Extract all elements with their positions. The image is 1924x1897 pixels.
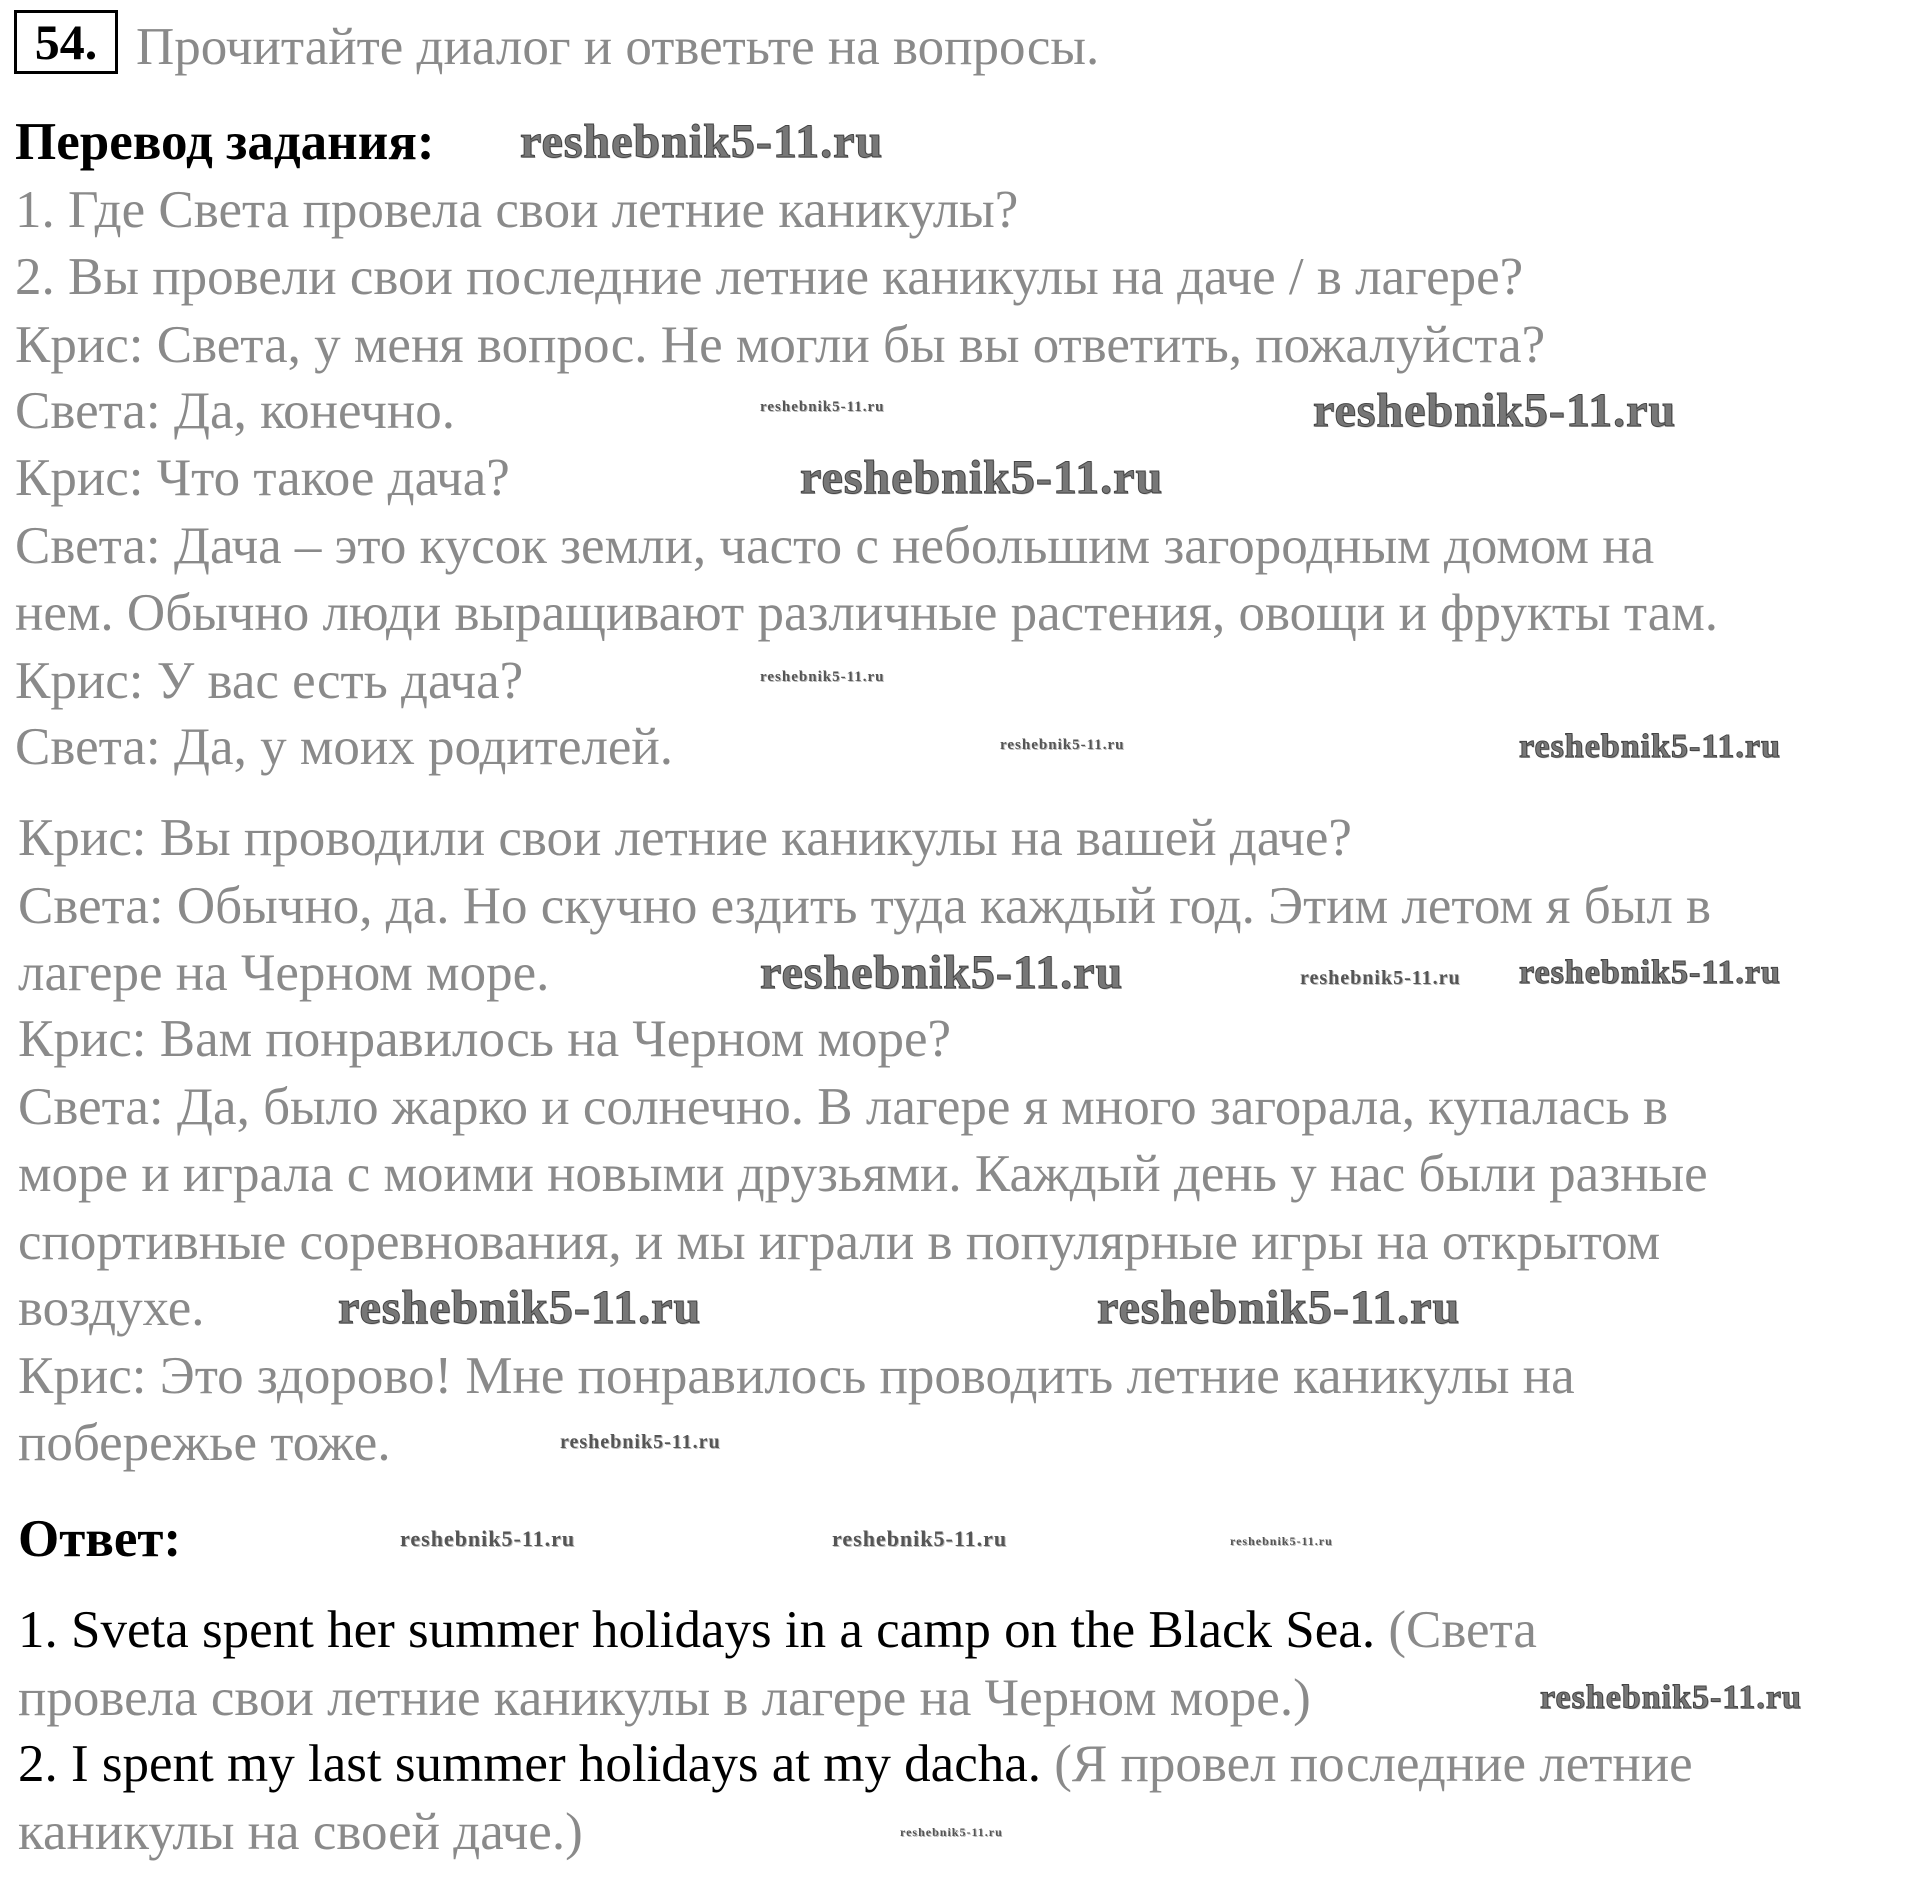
translation-line: 2. Вы провели свои последние летние каникулы на даче / в лагере? bbox=[15, 248, 1524, 306]
answer-2 bbox=[18, 1732, 1693, 1796]
watermark: reshebnik5-11.ru bbox=[1000, 737, 1125, 753]
watermark: reshebnik5-11.ru bbox=[1313, 384, 1677, 437]
translation-line: Света: Да, конечно. bbox=[15, 382, 455, 440]
watermark: reshebnik5-11.ru bbox=[800, 451, 1164, 504]
translation-line: Света: Да, было жарко и солнечно. В лагере я много загорала, купалась в bbox=[18, 1078, 1669, 1136]
exercise-instruction: Прочитайте диалог и ответьте на вопросы. bbox=[136, 18, 1100, 76]
answer-2-english: 2. I spent my last summer holidays at my dacha. bbox=[18, 1735, 1041, 1793]
translation-line: море и играла с моими новыми друзьями. Каждый день у нас были разные bbox=[18, 1145, 1708, 1203]
watermark: reshebnik5-11.ru bbox=[1519, 728, 1781, 765]
answer-2-russian: (Я провел последние летние bbox=[1041, 1735, 1693, 1793]
exercise-number: 54. bbox=[14, 10, 118, 74]
answer-1 bbox=[18, 1598, 1537, 1662]
translation-line: Крис: Света, у меня вопрос. Не могли бы вы ответить, пожалуйста? bbox=[15, 316, 1546, 374]
watermark: reshebnik5-11.ru bbox=[760, 399, 885, 415]
translation-line: Крис: Что такое дача? bbox=[15, 449, 510, 507]
answer-heading: Ответ: bbox=[18, 1510, 182, 1568]
translation-line: спортивные соревнования, и мы играли в популярные игры на открытом bbox=[18, 1213, 1661, 1271]
translation-line: Света: Обычно, да. Но скучно ездить туда каждый год. Этим летом я был в bbox=[18, 877, 1712, 935]
watermark: reshebnik5-11.ru bbox=[1540, 1679, 1802, 1716]
watermark: reshebnik5-11.ru bbox=[760, 946, 1124, 999]
answer-2-russian-cont: каникулы на своей даче.) bbox=[18, 1803, 583, 1861]
watermark: reshebnik5-11.ru bbox=[520, 115, 884, 168]
translation-line: 1. Где Света провела свои летние каникулы? bbox=[15, 181, 1019, 239]
watermark: reshebnik5-11.ru bbox=[1230, 1534, 1333, 1548]
watermark: reshebnik5-11.ru bbox=[400, 1526, 576, 1551]
translation-line: нем. Обычно люди выращивают различные растения, овощи и фрукты там. bbox=[15, 584, 1719, 642]
translation-line: побережье тоже. bbox=[18, 1414, 391, 1472]
answer-1-russian: (Света bbox=[1375, 1601, 1537, 1659]
answer-1-russian-cont: провела свои летние каникулы в лагере на Черном море.) bbox=[18, 1669, 1311, 1727]
translation-line: лагере на Черном море. bbox=[18, 944, 550, 1002]
translation-line: Крис: Это здорово! Мне понравилось проводить летние каникулы на bbox=[18, 1347, 1575, 1405]
watermark: reshebnik5-11.ru bbox=[560, 1431, 721, 1453]
translation-line: Света: Дача – это кусок земли, часто с небольшим загородным домом на bbox=[15, 517, 1655, 575]
translation-heading: Перевод задания: bbox=[15, 113, 435, 171]
watermark: reshebnik5-11.ru bbox=[760, 669, 885, 685]
answer-1-english: 1. Sveta spent her summer holidays in a camp on the Black Sea. bbox=[18, 1601, 1376, 1659]
translation-line: Крис: Вы проводили свои летние каникулы на вашей даче? bbox=[18, 809, 1352, 867]
watermark: reshebnik5-11.ru bbox=[900, 1825, 1003, 1839]
translation-line: Крис: У вас есть дача? bbox=[15, 652, 524, 710]
watermark: reshebnik5-11.ru bbox=[1300, 967, 1461, 989]
translation-line: Света: Да, у моих родителей. bbox=[15, 718, 674, 776]
translation-line: воздухе. bbox=[18, 1279, 205, 1337]
watermark: reshebnik5-11.ru bbox=[1519, 954, 1781, 991]
watermark: reshebnik5-11.ru bbox=[338, 1281, 702, 1334]
watermark: reshebnik5-11.ru bbox=[1097, 1281, 1461, 1334]
translation-line: Крис: Вам понравилось на Черном море? bbox=[18, 1010, 952, 1068]
watermark: reshebnik5-11.ru bbox=[832, 1526, 1008, 1551]
